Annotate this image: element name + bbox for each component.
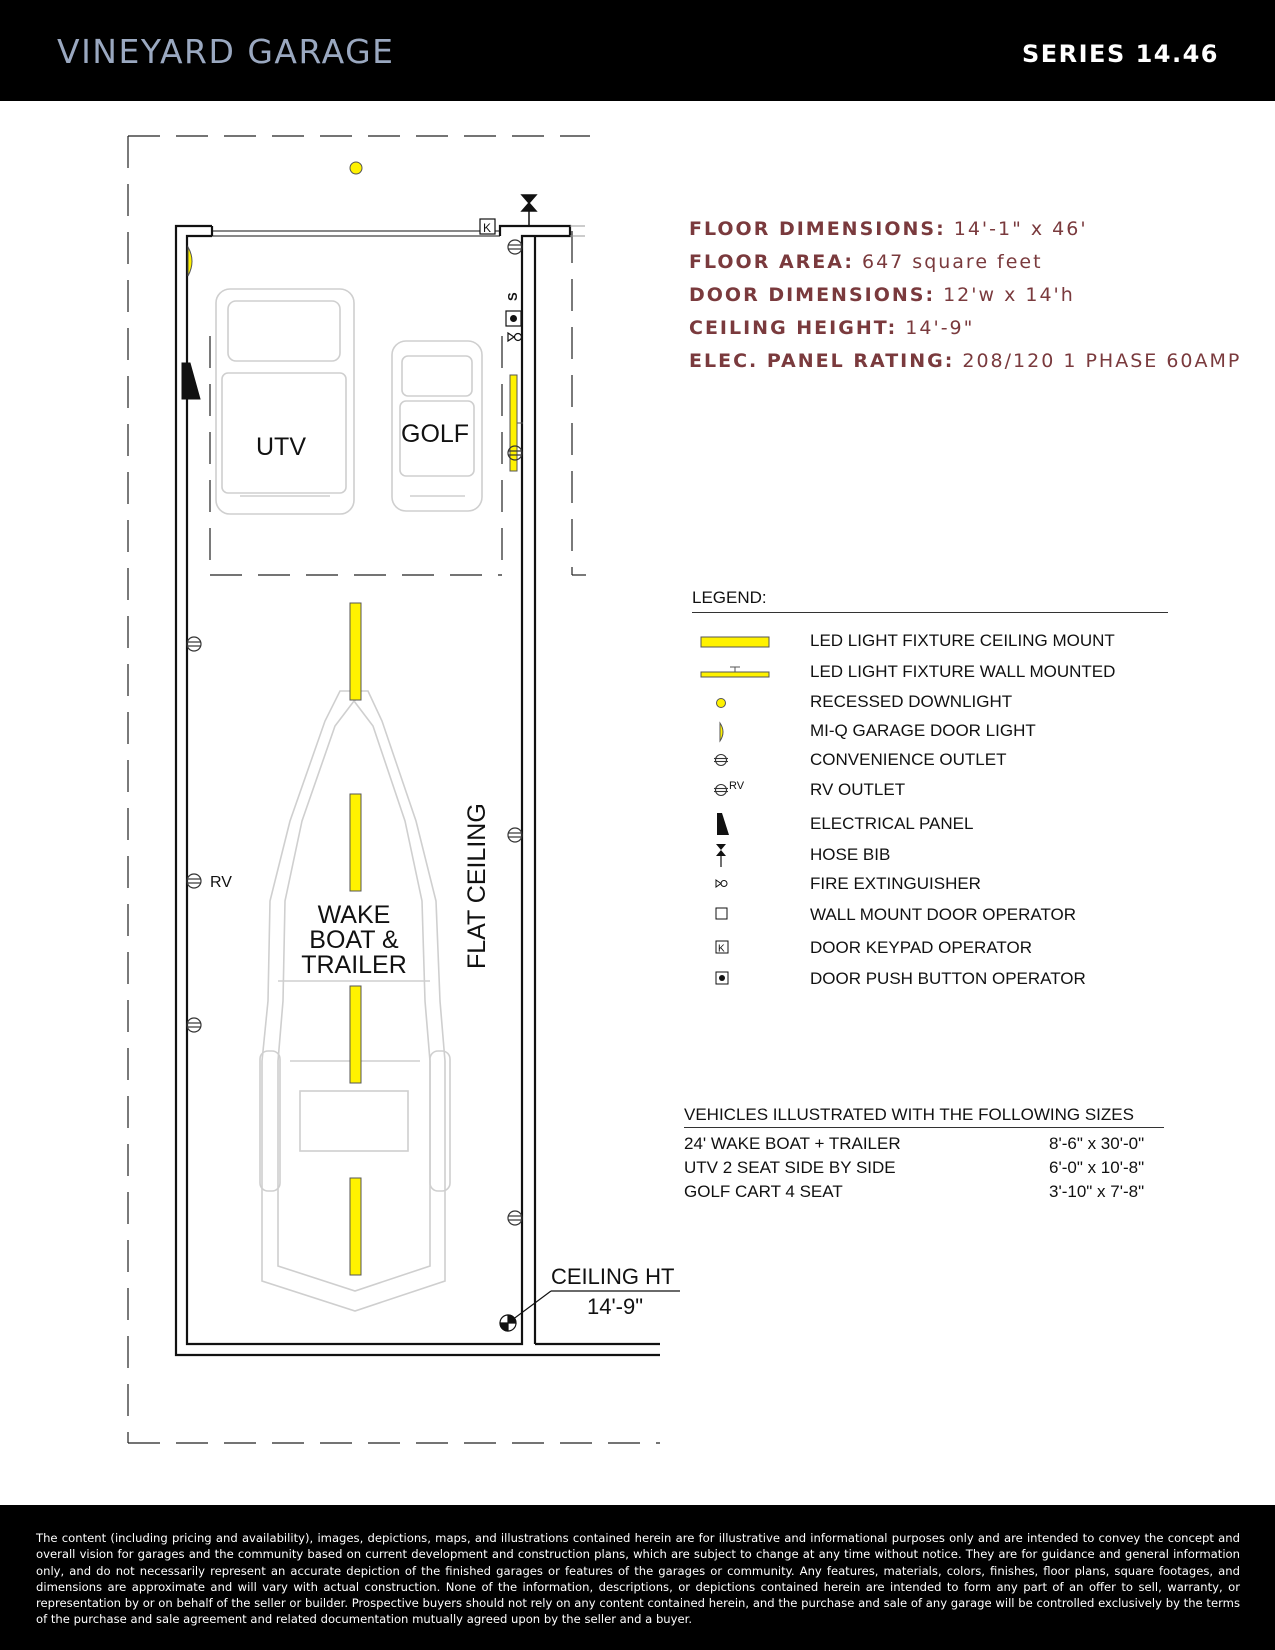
legend-item: CONVENIENCE OUTLET <box>692 747 1168 773</box>
utv-outline <box>216 289 354 514</box>
push-button-dot <box>510 315 517 322</box>
vehicle-sizes-title: VEHICLES ILLUSTRATED WITH THE FOLLOWING SIZES <box>684 1105 1164 1128</box>
ceiling-ht-label: CEILING HT <box>551 1264 675 1289</box>
legend-item: HOSE BIB <box>692 842 1168 868</box>
push-button-icon <box>692 966 782 992</box>
rv-outlet-legend-tag: RV <box>729 780 745 792</box>
electrical-panel <box>182 363 200 399</box>
floor-plan <box>0 101 680 1501</box>
utv-label: UTV <box>256 433 306 461</box>
wall-operator-icon <box>692 902 782 928</box>
led-fixture-2 <box>350 794 361 891</box>
led-wall-icon <box>692 659 782 685</box>
switch-letter: S <box>505 292 520 301</box>
legend-item: K DOOR KEYPAD OPERATOR <box>692 935 1168 961</box>
fire-extinguisher-icon <box>692 871 782 897</box>
wall-led-fixture <box>510 375 517 471</box>
spec-ceiling-height: CEILING HEIGHT: 14'-9" <box>689 317 975 339</box>
fire-extinguisher <box>508 333 522 341</box>
hose-bib <box>522 195 536 225</box>
garage-door-light <box>188 247 192 276</box>
legend-item: DOOR PUSH BUTTON OPERATOR <box>692 966 1168 992</box>
legend-item: RV RV OUTLET <box>692 777 1168 803</box>
vehicle-row: 24' WAKE BOAT + TRAILER 8'-6" x 30'-0" <box>684 1134 1145 1153</box>
vehicle-sizes <box>684 1105 1164 1204</box>
electrical-panel-icon <box>692 811 782 837</box>
legend-item: LED LIGHT FIXTURE WALL MOUNTED <box>692 659 1168 685</box>
golf-label: GOLF <box>401 420 470 448</box>
legend-item: WALL MOUNT DOOR OPERATOR <box>692 902 1168 928</box>
led-fixture-1 <box>350 603 361 700</box>
spec-floor-dimensions: FLOOR DIMENSIONS: 14'-1" x 46' <box>689 218 1088 240</box>
disclaimer-text: The content (including pricing and availability), images, depictions, maps, and illustrations contained herein are for illustrative and informational purposes only and are intended to convey the concept and overall vision for garages and the community based on current development and construction plans, which are subject to change at any time without notice. They are for guidance and general information only, and do not necessarily represent an accurate depiction of the finished garages or features of the garages or community. Any features, materials, colors, finishes, floor plans, square footages, and dimensions are approximate and will vary with actual construction. None of the information, descriptions, or depictions contained herein are intended to form any part of an offer to sell, warranty, or representation by or on behalf of the seller or builder. Prospective buyers should not rely on any content contained herein, and the purchase and sale of any garage will be controlled exclusively by the terms of the purchase and sale agreement and related documentation mutually agreed upon by the seller and a buyer. <box>36 1531 1240 1627</box>
boat-label-1: WAKE <box>317 901 391 929</box>
hose-bib-icon <box>692 842 782 868</box>
recessed-downlight <box>350 162 362 174</box>
rv-outlet-tag: RV <box>210 874 232 891</box>
spec-door-dimensions: DOOR DIMENSIONS: 12'w x 14'h <box>689 284 1075 306</box>
header-bar <box>0 0 1275 101</box>
garage-door-light-icon <box>692 718 782 744</box>
flat-ceiling-label: FLAT CEILING <box>463 803 491 969</box>
ceiling-ht-value: 14'-9" <box>587 1294 644 1319</box>
keypad-legend-tag: K <box>718 943 725 955</box>
led-ceiling-icon <box>692 628 782 654</box>
outlet-icon <box>692 747 782 773</box>
keypad-icon <box>692 935 782 961</box>
series-label: SERIES 14.46 <box>1021 40 1219 68</box>
legend <box>692 588 1168 988</box>
brand-title: VINEYARD GARAGE <box>57 32 395 71</box>
downlight-icon <box>692 689 782 715</box>
led-fixture-3 <box>350 986 361 1083</box>
boat-label-2: BOAT & <box>309 926 399 954</box>
vehicle-row: UTV 2 SEAT SIDE BY SIDE 6'-0" x 10'-8" <box>684 1158 1145 1177</box>
legend-item: MI-Q GARAGE DOOR LIGHT <box>692 718 1168 744</box>
legend-item: RECESSED DOWNLIGHT <box>692 689 1168 715</box>
spec-list <box>689 213 1249 378</box>
legend-item: FIRE EXTINGUISHER <box>692 871 1168 897</box>
vehicle-row: GOLF CART 4 SEAT 3'-10" x 7'-8" <box>684 1182 1145 1201</box>
led-fixture-4 <box>350 1178 361 1275</box>
footer-bar <box>0 1505 1275 1650</box>
legend-item: LED LIGHT FIXTURE CEILING MOUNT <box>692 628 1168 654</box>
keypad-letter: K <box>483 221 492 235</box>
spec-elec-panel-rating: ELEC. PANEL RATING: 208/120 1 PHASE 60AMP <box>689 350 1242 372</box>
rv-outlet-icon <box>692 777 782 803</box>
spec-floor-area: FLOOR AREA: 647 square feet <box>689 251 1043 273</box>
boat-label-3: TRAILER <box>301 951 407 979</box>
legend-title: LEGEND: <box>692 588 1168 613</box>
legend-item: ELECTRICAL PANEL <box>692 811 1168 837</box>
